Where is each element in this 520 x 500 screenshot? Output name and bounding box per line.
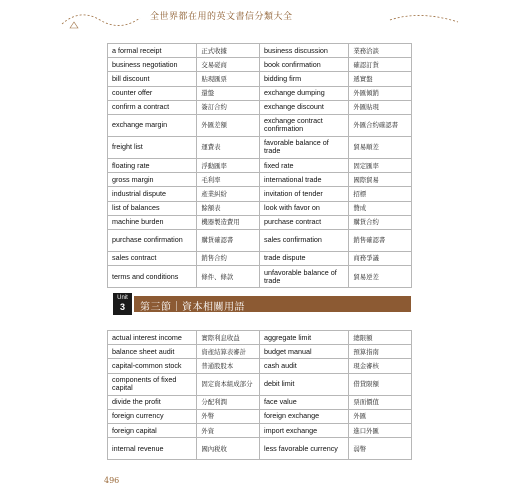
chinese-term: 條件、條款 [197,266,260,288]
english-term: unfavorable balance of trade [259,266,348,288]
english-term: capital-common stock [108,359,197,373]
english-term: exchange margin [108,114,197,136]
table-row [108,409,412,423]
english-term: debit limit [259,373,348,395]
chinese-term: 外匯差額 [197,114,260,136]
english-term: gross margin [108,173,197,187]
english-term: foreign capital [108,423,197,437]
glossary-table-capital [107,330,412,460]
table-row [108,251,412,265]
english-term: aggregate limit [259,331,348,345]
chinese-term: 浮動匯率 [197,158,260,172]
english-term: business negotiation [108,58,197,72]
table-row [108,395,412,409]
chinese-term: 購貨確認書 [197,229,260,251]
english-term: list of balances [108,201,197,215]
english-term: invitation of tender [259,187,348,201]
english-term: import exchange [259,423,348,437]
chinese-term: 現金審核 [349,359,412,373]
english-term: business discussion [259,44,348,58]
table-row [108,158,412,172]
english-term: purchase confirmation [108,229,197,251]
chinese-term: 銷售合約 [197,251,260,265]
english-term: counter offer [108,86,197,100]
english-term: foreign currency [108,409,197,423]
english-term: look with favor on [259,201,348,215]
english-term: bidding firm [259,72,348,86]
english-term: internal revenue [108,438,197,460]
chinese-term: 交易磋商 [197,58,260,72]
table-row [108,373,412,395]
chinese-term: 業務洽談 [349,44,412,58]
english-term: divide the profit [108,395,197,409]
table-row [108,215,412,229]
english-term: fixed rate [259,158,348,172]
chinese-term: 弱幣 [349,438,412,460]
chinese-term: 資產結算表審計 [197,345,260,359]
chinese-term: 外資 [197,423,260,437]
chinese-term: 固定資本組成部分 [197,373,260,395]
chinese-term: 進口外匯 [349,423,412,437]
chinese-term: 贊成 [349,201,412,215]
chinese-term: 產業糾紛 [197,187,260,201]
table-row [108,136,412,158]
table-row [108,331,412,345]
chinese-term: 正式收據 [197,44,260,58]
english-term: floating rate [108,158,197,172]
english-term: industrial dispute [108,187,197,201]
english-term: favorable balance of trade [259,136,348,158]
chinese-term: 餘額表 [197,201,260,215]
table-row [108,438,412,460]
chinese-term: 商務爭議 [349,251,412,265]
english-term: trade dispute [259,251,348,265]
chinese-term: 國際貿易 [349,173,412,187]
chinese-term: 外匯貼現 [349,100,412,114]
english-term: exchange contract confirmation [259,114,348,136]
english-term: actual interest income [108,331,197,345]
chinese-term: 票面價值 [349,395,412,409]
english-term: sales confirmation [259,229,348,251]
chinese-term: 毛利率 [197,173,260,187]
glossary-table-terms [107,43,412,288]
chinese-term: 遞實盤 [349,72,412,86]
chinese-term: 貼現匯票 [197,72,260,86]
table-row [108,114,412,136]
english-term: purchase contract [259,215,348,229]
table-row [108,173,412,187]
english-term: terms and conditions [108,266,197,288]
english-term: a formal receipt [108,44,197,58]
english-term: bill discount [108,72,197,86]
english-term: international trade [259,173,348,187]
english-term: balance sheet audit [108,345,197,359]
english-term: foreign exchange [259,409,348,423]
chinese-term: 還盤 [197,86,260,100]
chinese-term: 借貸限額 [349,373,412,395]
english-term: sales contract [108,251,197,265]
english-term: exchange dumping [259,86,348,100]
unit-badge [113,293,132,315]
chinese-term: 機器製造費用 [197,215,260,229]
english-term: face value [259,395,348,409]
english-term: exchange discount [259,100,348,114]
english-term: less favorable currency [259,438,348,460]
table-row [108,44,412,58]
unit-label: Unit [117,295,128,301]
table-row [108,423,412,437]
english-term: components of fixed capital [108,373,197,395]
table-row [108,72,412,86]
chinese-term: 實際利息收益 [197,331,260,345]
section-title: 第三節｜資本相關用語 [140,302,245,313]
table-row [108,201,412,215]
english-term: freight list [108,136,197,158]
table-row [108,229,412,251]
chinese-term: 總限額 [349,331,412,345]
chinese-term: 固定匯率 [349,158,412,172]
chinese-term: 外匯 [349,409,412,423]
chinese-term: 招標 [349,187,412,201]
table-row [108,58,412,72]
chinese-term: 簽訂合約 [197,100,260,114]
chinese-term: 貿易順差 [349,136,412,158]
table-row [108,187,412,201]
book-title: 全世界都在用的英文書信分類大全 [150,12,293,22]
english-term: machine burden [108,215,197,229]
english-term: cash audit [259,359,348,373]
chinese-term: 貿易逆差 [349,266,412,288]
section-header [113,293,413,315]
table-row [108,345,412,359]
chinese-term: 預算指南 [349,345,412,359]
english-term: budget manual [259,345,348,359]
chinese-term: 普通股股本 [197,359,260,373]
table-row [108,100,412,114]
chinese-term: 分配利潤 [197,395,260,409]
chinese-term: 外匯合約確認書 [349,114,412,136]
page-number: 496 [104,476,120,485]
section-band [134,296,411,312]
table-row [108,359,412,373]
chinese-term: 確認訂貨 [349,58,412,72]
english-term: book confirmation [259,58,348,72]
chinese-term: 國內税收 [197,438,260,460]
chinese-term: 外匯傾銷 [349,86,412,100]
english-term: confirm a contract [108,100,197,114]
chinese-term: 運費表 [197,136,260,158]
chinese-term: 購貨合約 [349,215,412,229]
unit-number: 3 [119,302,125,312]
table-row [108,86,412,100]
table-row [108,266,412,288]
chinese-term: 外幣 [197,409,260,423]
chinese-term: 銷售確認書 [349,229,412,251]
